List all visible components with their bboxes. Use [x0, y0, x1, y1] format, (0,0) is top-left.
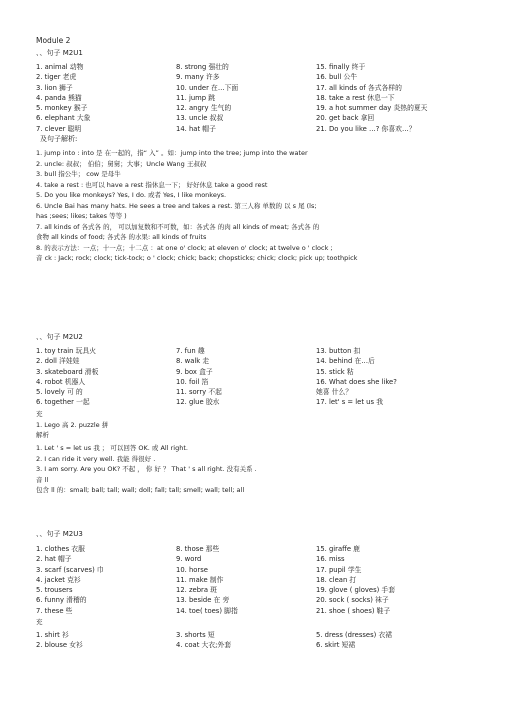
vocab-row — [36, 544, 476, 554]
vocab-item: 8. strong 强壮的 — [176, 63, 229, 71]
note-line: 2. I can ride it very well. 我能 得很好 . — [36, 454, 156, 463]
unit3-vocab-table — [36, 544, 476, 616]
vocab-item: 她喜 什么？ — [316, 388, 353, 397]
vocab-row — [36, 93, 476, 103]
extra-line: 充 — [36, 618, 43, 626]
vocab-item: 5. dress (dresses) 衣裙 — [316, 631, 393, 639]
vocab-item: 10. horse — [176, 565, 208, 574]
vocab-item: 15. giraffe 鹿 — [316, 545, 360, 553]
unit2-header: 、、句子 M2U2 — [36, 333, 83, 341]
vocab-row — [36, 62, 476, 72]
note-line: 食物 all kinds of food; 各式各 的水果: all kinds of fruits — [36, 233, 207, 241]
vocab-item: 5. monkey 猴子 — [36, 104, 88, 113]
note-line: 1. jump into : into 是 在一起的，指“ 入” 。如：jump into the tree; jump into the water — [36, 149, 308, 157]
unit3-extra — [36, 617, 476, 628]
vocab-row — [36, 377, 476, 387]
vocab-item: 16. bull 公牛 — [316, 73, 358, 82]
module-title: Module 2 — [36, 36, 71, 45]
vocab-item: 12. zebra 斑 — [176, 586, 217, 595]
unit2-notes — [36, 443, 476, 496]
vocab-item: 13. beside 在 旁 — [176, 596, 230, 605]
vocab-item: 3. skateboard 滑板 — [36, 367, 99, 376]
note-line: 音 ll — [36, 475, 49, 484]
note-line: 音 ck : Jack; rock; clock; tick-tock; o ' clock; chick; back; chopsticks; chick; clock; pick up; toothpick — [36, 254, 358, 262]
unit2-extra — [36, 409, 476, 441]
vocab-item: 13. uncle 叔叔 — [176, 114, 224, 123]
vocab-item: 17. pupil 学生 — [316, 565, 362, 574]
vocab-item: 6. funny 滑稽的 — [36, 596, 87, 605]
vocab-item: 4. panda 熊猫 — [36, 93, 82, 102]
vocab-item: 5. lovely 可 的 — [36, 388, 83, 397]
vocab-item: 17. all kinds of 各式各样的 — [316, 83, 402, 92]
vocab-row — [36, 585, 476, 595]
vocab-item: 17. let' s = let us 我 — [316, 398, 383, 407]
vocab-row — [36, 397, 476, 407]
unit1-header: 、、句子 M2U1 — [36, 49, 83, 57]
vocab-item: 4. jacket 克衫 — [36, 575, 81, 584]
note-line: 8. 的表示方法：一点；十一点；十二点 ：at one o' clock; at eleven o' clock; at twelve o ' clock ; — [36, 243, 333, 252]
vocab-item: 1. toy train 玩具火 — [36, 347, 97, 355]
vocab-item: 15. stick 粘 — [316, 367, 354, 376]
vocab-item: 19. a hot summer day 炎热的夏天 — [316, 104, 428, 113]
vocab-item: 14. toe( toes) 脚指 — [176, 606, 238, 615]
note-line: 包含 ll 的：small; ball; tall; wall; doll; fall; tall; smell; wall; tell; all — [36, 486, 245, 494]
vocab-row — [36, 103, 476, 113]
vocab-item: 1. clothes 衣服 — [36, 545, 85, 553]
vocab-item: 20. sock ( socks) 袜子 — [316, 596, 389, 605]
vocab-item: 2. tiger 老虎 — [36, 73, 77, 82]
vocab-row — [36, 565, 476, 575]
vocab-row — [36, 640, 476, 650]
vocab-item: 16. What does she like? — [316, 377, 397, 386]
vocab-item: 12. glue 胶水 — [176, 398, 220, 407]
vocab-item: 13. button 扣 — [316, 347, 361, 355]
vocab-item: 18. clean 打 — [316, 575, 357, 584]
unit3-header: 、、句子 M2U3 — [36, 530, 83, 538]
vocab-item: 2. hat 帽子 — [36, 555, 72, 564]
vocab-item: 14. hat 帽子 — [176, 124, 216, 133]
vocab-item: 21. Do you like …? 你喜欢…？ — [316, 124, 416, 133]
vocab-item: 3. scarf (scarves) 巾 — [36, 565, 104, 574]
extra-line: 解析 — [36, 431, 49, 439]
note-line: 1. Let ' s = let us 我 ； 可以回答 OK. 或 All right. — [36, 444, 188, 452]
vocab-item: 3. lion 狮子 — [36, 83, 73, 92]
note-line: 7. all kinds of 各式各 的， 可以加复数和不可数，如：各式各 的肉 all kinds of meat; 各式各 的 — [36, 222, 320, 231]
vocab-item: 21. shoe ( shoes) 鞋子 — [316, 606, 391, 615]
extra-line: 1. Lego 高 2. puzzle 拼 — [36, 420, 109, 429]
vocab-item: 6. elephant 大象 — [36, 114, 91, 123]
vocab-item: 1. shirt 衫 — [36, 631, 69, 639]
extra-line: 充 — [36, 410, 43, 418]
vocab-row — [36, 387, 476, 397]
vocab-item: 6. together 一起 — [36, 398, 90, 407]
vocab-row — [36, 124, 476, 134]
vocab-item: 10. foil 箔 — [176, 377, 209, 386]
vocab-item: 3. shorts 短 — [176, 631, 215, 639]
vocab-item: 16. miss — [316, 555, 345, 564]
vocab-row — [36, 575, 476, 585]
vocab-item: 5. trousers — [36, 586, 73, 595]
vocab-item: 10. under 在…下面 — [176, 83, 239, 92]
vocab-row — [36, 346, 476, 356]
note-line: 3. I am sorry. Are you OK? 不起 ， 你 好 ？ That ' s all right. 没有关系 . — [36, 465, 257, 473]
vocab-item: 1. animal 动物 — [36, 63, 84, 71]
note-line: has ;sees; likes; takes 等等 ) — [36, 212, 127, 220]
vocab-item: 7. fun 趣 — [176, 347, 205, 355]
vocab-row — [36, 554, 476, 564]
note-line: 4. take a rest : 也可以 have a rest 指休息一下； 好好休息 take a good rest — [36, 180, 268, 189]
unit1-notes — [36, 148, 476, 264]
vocab-row — [36, 83, 476, 93]
note-line: 3. bull 指公牛； cow 是母牛 — [36, 170, 121, 178]
vocab-item: 14. behind 在…后 — [316, 357, 375, 366]
note-line: 5. Do you like monkeys? Yes, I do. 或者 Yes, I like monkeys. — [36, 191, 227, 199]
vocab-item: 9. word — [176, 555, 202, 564]
vocab-item: 20. get back 拿回 — [316, 114, 375, 123]
vocab-item: 7. clever 聪明 — [36, 124, 82, 133]
vocab-item: 4. coat 大衣;外套 — [176, 641, 232, 650]
vocab-item: 11. make 制作 — [176, 575, 224, 584]
vocab-item: 12. angry 生气的 — [176, 104, 232, 113]
vocab-row — [36, 72, 476, 82]
vocab-item: 11. jump 跳 — [176, 93, 216, 102]
unit1-notes-header: 及句子解析: — [40, 135, 78, 143]
vocab-item: 9. box 盒子 — [176, 367, 213, 376]
vocab-row — [36, 356, 476, 366]
vocab-item: 6. skirt 短裙 — [316, 641, 356, 650]
vocab-row — [36, 595, 476, 605]
vocab-row — [36, 113, 476, 123]
note-line: 6. Uncle Bai has many hats. He sees a tree and takes a rest. 第三人称 单数的 以 s 尾 (ls; — [36, 201, 317, 210]
vocab-item: 18. take a rest 休息一下 — [316, 93, 395, 102]
vocab-item: 4. robot 机器人 — [36, 377, 86, 386]
vocab-item: 2. blouse 女衫 — [36, 641, 83, 650]
note-line: 2. uncle: 叔叔； 伯伯；舅舅；大事；Uncle Wang 王叔叔 — [36, 159, 207, 168]
unit3-clothes-table — [36, 630, 476, 651]
vocab-item: 8. those 那些 — [176, 545, 220, 553]
vocab-item: 11. sorry 不起 — [176, 388, 222, 397]
vocab-row — [36, 630, 476, 640]
unit2-vocab-table — [36, 346, 476, 408]
vocab-row — [36, 606, 476, 616]
vocab-item: 7. these 些 — [36, 606, 73, 615]
vocab-item: 8. walk 走 — [176, 357, 210, 366]
vocab-item: 2. doll 洋娃娃 — [36, 357, 80, 366]
unit1-vocab-table — [36, 62, 476, 134]
vocab-item: 9. many 许多 — [176, 73, 220, 82]
vocab-item: 19. glove ( gloves) 手套 — [316, 586, 396, 595]
vocab-item: 15. finally 终于 — [316, 63, 366, 71]
vocab-row — [36, 367, 476, 377]
